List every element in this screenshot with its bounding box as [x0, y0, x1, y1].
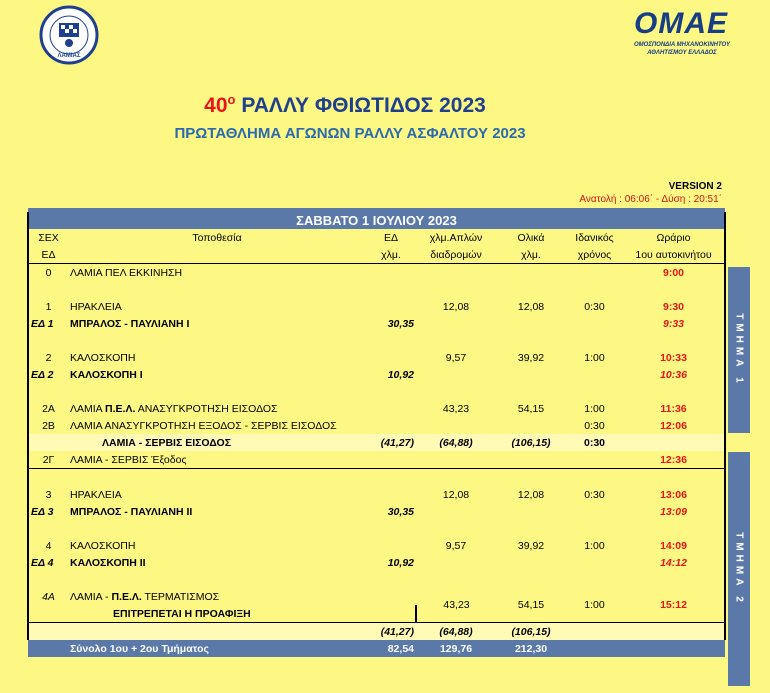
header-sec-2: ΕΔ: [28, 246, 68, 264]
stage-code: ΕΔ 3: [28, 503, 68, 520]
row-location-c: ΤΕΡΜΑΤΙΣΜΟΣ: [141, 590, 220, 603]
header-ss: ΕΔ: [383, 231, 399, 244]
stage-code: ΕΔ 1: [28, 315, 68, 332]
header-sec: ΣΕΧ: [28, 229, 68, 246]
omae-logo: [632, 8, 730, 60]
row-total: 39,92: [517, 351, 545, 364]
row-time: 9:00: [623, 264, 725, 282]
row-location: ΚΑΛΟΣΚΟΠΗ: [70, 539, 136, 552]
stage-code: ΕΔ 2: [28, 366, 68, 383]
table-row: [28, 486, 725, 503]
row-location-b: Π.Ε.Λ.: [111, 590, 142, 603]
row-code: 3: [28, 486, 68, 503]
row-location: ΛΑΜΙΑ ΠΕΛ ΕΚΚΙΝΗΣΗ: [70, 266, 183, 279]
event-subtitle: ΠΡΩΤΑΘΛΗΜΑ ΑΓΩΝΩΝ ΡΑΛΛΥ ΑΣΦΑΛΤΟΥ 2023: [174, 125, 526, 142]
header-ideal: Ιδανικός: [575, 231, 614, 244]
row-total: 12,08: [517, 300, 545, 313]
title-superscript: ο: [227, 92, 236, 107]
header-time-2: 1ου αυτοκινήτου: [623, 246, 725, 264]
row-liaison: 9,57: [445, 539, 467, 552]
grand-total-row: [28, 640, 725, 657]
version-label: VERSION 2: [668, 181, 722, 192]
row-code: 2: [28, 349, 68, 366]
row-time: 13:06: [623, 486, 725, 503]
table-row: [28, 451, 725, 469]
grand-total-ss: 82,54: [366, 640, 416, 657]
row-location-b: Π.Ε.Λ.: [105, 402, 136, 415]
row-liaison: 9,57: [445, 351, 467, 364]
table-row: [28, 400, 725, 417]
header-total: Ολικά: [517, 231, 545, 244]
stage-km: 10,92: [387, 368, 414, 381]
row-location: ΛΑΜΙΑ - ΣΕΡΒΙΣ Έξοδος: [68, 451, 366, 469]
stage-time: 10:36: [623, 366, 725, 383]
row-time: 14:09: [623, 537, 725, 554]
row-liaison: 43,23: [443, 599, 470, 611]
column-header-row: [28, 229, 725, 246]
stage-km: 30,35: [387, 505, 414, 518]
row-location: [68, 400, 366, 417]
row-ideal: 0:30: [584, 488, 605, 501]
stage-row: [28, 503, 725, 520]
row-time: 12:36: [623, 451, 725, 469]
schedule-table: [27, 208, 726, 657]
row-code: 4: [28, 537, 68, 554]
header-location: Τοποθεσία: [192, 231, 242, 244]
stage-row: [28, 315, 725, 332]
header-time: Ωράριο: [623, 229, 725, 246]
row-total: 39,92: [517, 539, 545, 552]
header-ss-2: χλμ.: [366, 246, 416, 264]
table-row: [28, 588, 725, 605]
day-header-row: [28, 212, 725, 229]
table-row: [28, 417, 725, 434]
subtotal-row: [28, 623, 725, 641]
stage-location: ΚΑΛΟΣΚΟΠΗ Ι: [70, 368, 143, 381]
subtotal-ss: (41,27): [366, 623, 416, 641]
row-liaison: 12,08: [442, 300, 470, 313]
section-2-text: ΤΜΗΜΑ 2: [733, 532, 745, 606]
header-liaison-2: διαδρομών: [416, 246, 496, 264]
row-liaison: 43,23: [442, 402, 470, 415]
row-ideal: 0:30: [584, 300, 605, 313]
stage-time: 14:12: [623, 554, 725, 571]
grand-total-label: Σύνολο 1ου + 2ου Τμήματος: [68, 640, 366, 657]
section-1-label: [728, 267, 750, 433]
day-header: ΣΑΒΒΑΤΟ 1 ΙΟΥΛΙΟΥ 2023: [28, 212, 725, 229]
stage-km: 30,35: [387, 317, 414, 330]
service-ss: (41,27): [366, 434, 416, 451]
row-code: 2Β: [28, 417, 68, 434]
table-row: [28, 537, 725, 554]
row-code: 2Γ: [28, 451, 68, 469]
header-ideal-2: χρόνος: [566, 246, 623, 264]
title-number: 40: [204, 94, 228, 117]
stage-km: 10,92: [387, 556, 414, 569]
omae-logo-sub1: ΟΜΟΣΠΟΝΔΙΑ ΜΗΧΑΝΟΚΙΝΗΤΟΥ: [634, 42, 730, 48]
row-location-a: ΛΑΜΙΑ -: [70, 590, 112, 603]
subtotal-total: (106,15): [496, 623, 566, 641]
grand-total-liaison: 129,76: [416, 640, 496, 657]
section-2-label: [728, 452, 750, 686]
row-code: 2Α: [28, 400, 68, 417]
row-location: [68, 588, 366, 605]
service-liaison: (64,88): [416, 434, 496, 451]
table-row: [28, 349, 725, 366]
row-ideal: 1:00: [584, 351, 605, 364]
omae-logo-name: OMAE: [634, 7, 728, 40]
stage-row: [28, 366, 725, 383]
stage-time: 9:33: [623, 315, 725, 332]
row-time: 12:06: [623, 417, 725, 434]
row-ideal: 0:30: [584, 419, 605, 432]
stage-time: 13:09: [623, 503, 725, 520]
row-liaison: 12,08: [442, 488, 470, 501]
service-ideal: 0:30: [566, 434, 623, 451]
table-row: [28, 264, 725, 282]
row-location: ΗΡΑΚΛΕΙΑ: [70, 300, 122, 313]
row-time: 9:30: [623, 298, 725, 315]
club-logo: [35, 5, 103, 67]
early-arrival-note: ΕΠΙΤΡΕΠΕΤΑΙ Η ΠΡΟΑΦΙΞΗ: [113, 607, 251, 620]
service-row: [28, 434, 725, 451]
row-time: 10:33: [623, 349, 725, 366]
stage-location: ΚΑΛΟΣΚΟΠΗ ΙΙ: [70, 556, 146, 569]
row-location-a: ΛΑΜΙΑ: [70, 402, 106, 415]
row-location: ΚΑΛΟΣΚΟΠΗ: [70, 351, 136, 364]
table-row: [28, 298, 725, 315]
section-1-text: ΤΜΗΜΑ 1: [733, 313, 745, 387]
row-location: ΛΑΜΙΑ ΑΝΑΣΥΓΚΡΟΤΗΣΗ ΕΞΟΔΟΣ - ΣΕΡΒΙΣ ΕΙΣΟΔΟΣ: [70, 419, 337, 432]
service-location: ΛΑΜΙΑ - ΣΕΡΒΙΣ ΕΙΣΟΔΟΣ: [68, 434, 366, 451]
row-code: 0: [28, 264, 68, 282]
title-text: ΡΑΛΛΥ ΦΘΙΩΤΙΔΟΣ 2023: [235, 94, 486, 117]
column-header-row-2: [28, 246, 725, 264]
row-code: 4Α: [28, 588, 68, 605]
omae-logo-sub2: ΑΘΛΗΤΙΣΜΟΥ ΕΛΛΑΔΟΣ: [647, 50, 717, 56]
row-time: 11:36: [623, 400, 725, 417]
stage-location: ΜΠΡΑΛΟΣ - ΠΑΥΛΙΑΝΗ ΙΙ: [70, 505, 193, 518]
stage-location: ΜΠΡΑΛΟΣ - ΠΑΥΛΙΑΝΗ Ι: [70, 317, 190, 330]
row-ideal: 1:00: [584, 539, 605, 552]
header-liaison: χλμ.Απλών: [429, 231, 483, 244]
service-total: (106,15): [496, 434, 566, 451]
sunrise-sunset: Ανατολή : 06:06΄ - Δύση : 20:51΄: [579, 194, 722, 205]
row-location-c: ΑΝΑΣΥΓΚΡΟΤΗΣΗ ΕΙΣΟΔΟΣ: [135, 402, 278, 415]
header-total-2: χλμ.: [496, 246, 566, 264]
event-title: [0, 92, 690, 118]
row-time: 15:12: [623, 588, 725, 623]
subtotal-liaison: (64,88): [416, 623, 496, 641]
stage-code: ΕΔ 4: [28, 554, 68, 571]
row-total: 54,15: [517, 599, 545, 611]
row-ideal: 1:00: [584, 402, 605, 415]
row-total: 12,08: [517, 488, 545, 501]
row-code: 1: [28, 298, 68, 315]
row-location: ΗΡΑΚΛΕΙΑ: [70, 488, 122, 501]
club-logo-city: ΛΑΜΙΑΣ: [57, 53, 81, 59]
grand-total-total: 212,30: [496, 640, 566, 657]
stage-row: [28, 554, 725, 571]
row-total: 54,15: [517, 402, 545, 415]
row-ideal: 1:00: [584, 599, 605, 611]
